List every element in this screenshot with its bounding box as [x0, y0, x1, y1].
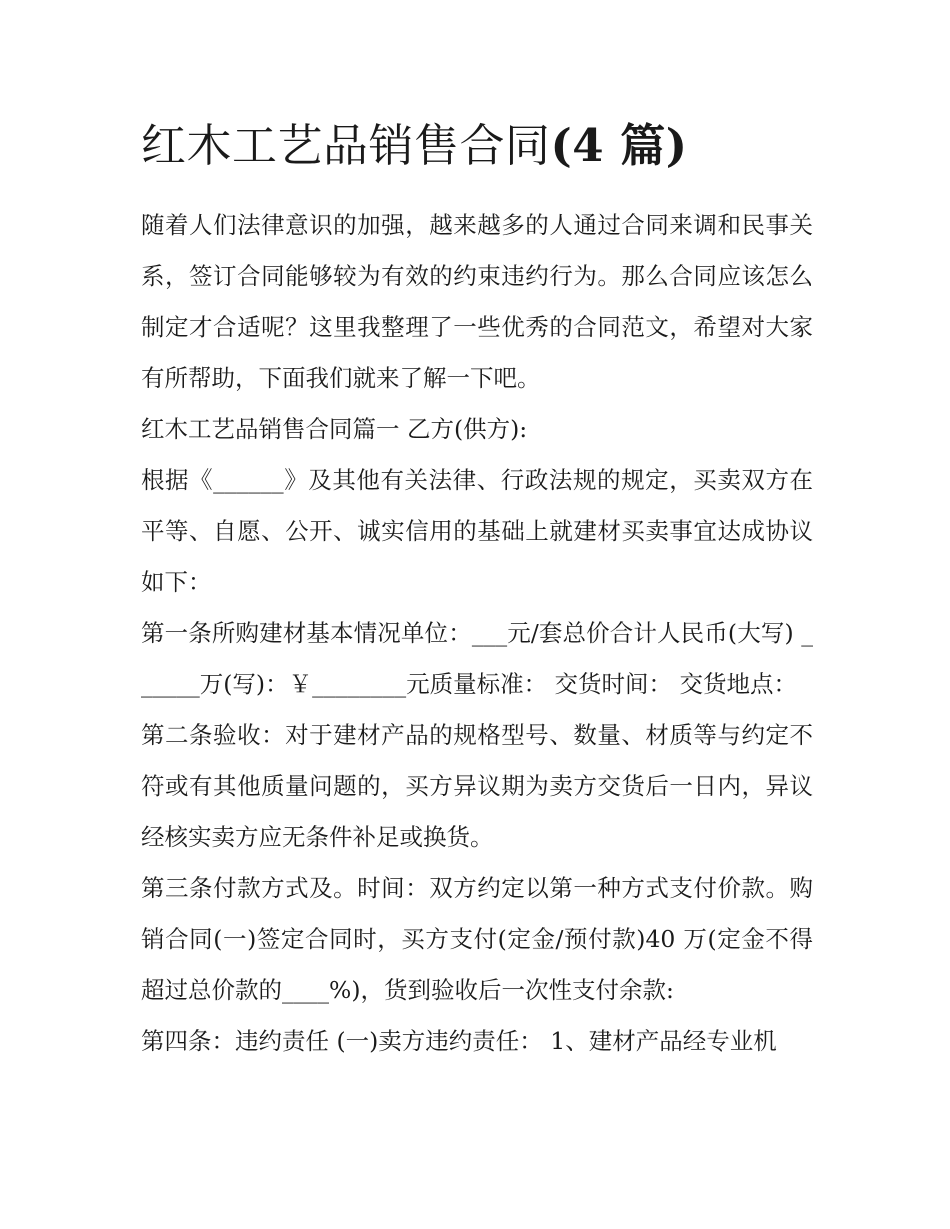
document-body: [141, 112, 813, 1067]
article-four-paragraph: 第四条：违约责任 (一)卖方违约责任： 1、建材产品经专业机: [141, 1027, 777, 1055]
document-title: [141, 112, 813, 180]
title-count-text: (4 篇): [550, 119, 688, 172]
section-heading: 红木工艺品销售合同篇一 乙方(供方):: [141, 415, 528, 443]
title-main-text: 红木工艺品销售合同: [141, 119, 551, 172]
article-three-paragraph: 第三条付款方式及。时间：双方约定以第一种方式支付价款。购销合同(一)签定合同时，买方支付(定金/预付款)40 万(定金不得超过总价款的____%)，货到验收后一次性支付余款:: [141, 874, 813, 1004]
article-one-paragraph: 第一条所购建材基本情况单位：___元/套总价合计人民币(大写) ______万(写)：￥________元质量标准： 交货时间： 交货地点：: [141, 619, 813, 698]
intro-paragraph: 随着人们法律意识的加强，越来越多的人通过合同来调和民事关系，签订合同能够较为有效的约束违约行为。那么合同应该怎么制定才合适呢？这里我整理了一些优秀的合同范文，希望对大家有所帮助，下面我们就来了解一下吧。: [141, 211, 813, 392]
paragraph-list: [141, 200, 813, 1067]
article-two-paragraph: 第二条验收：对于建材产品的规格型号、数量、材质等与约定不符或有其他质量问题的，买方异议期为卖方交货后一日内，异议经核实卖方应无条件补足或换货。: [141, 721, 813, 851]
preamble-paragraph: 根据《______》及其他有关法律、行政法规的规定，买卖双方在平等、自愿、公开、诚实信用的基础上就建材买卖事宜达成协议如下：: [141, 466, 813, 596]
